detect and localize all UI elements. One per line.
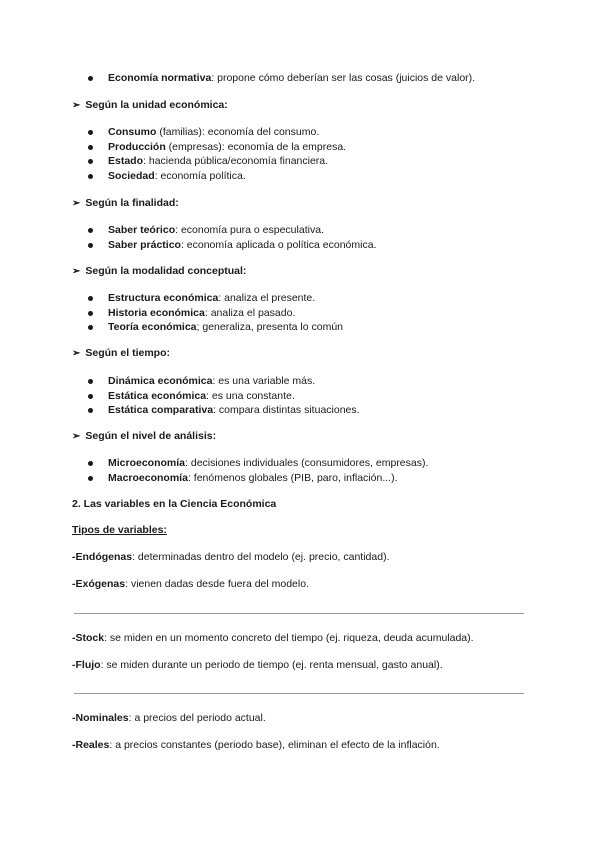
- tiempo-list: [88, 374, 360, 418]
- list-item: Estática económica: es una constante.: [88, 389, 360, 404]
- heading-modalidad: ➢ Según la modalidad conceptual:: [72, 265, 247, 277]
- list-item: Estructura económica: analiza el presente.: [88, 291, 343, 306]
- bullet-icon: [88, 145, 93, 150]
- stock-line: -Stock: se miden en un momento concreto del tiempo (ej. riqueza, deuda acumulada).: [72, 632, 474, 644]
- reales-line: -Reales: a precios constantes (periodo base), eliminan el efecto de la inflación.: [72, 739, 440, 751]
- list-item: Saber teórico: economía pura o especulativa.: [88, 223, 377, 238]
- list-item: Economía normativa: propone cómo deberían ser las cosas (juicios de valor).: [88, 71, 475, 86]
- heading-nivel: ➢ Según el nivel de análisis:: [72, 430, 217, 442]
- list-item: Estática comparativa: compara distintas situaciones.: [88, 403, 360, 418]
- bullet-icon: [88, 408, 93, 413]
- bullet-icon: [88, 461, 93, 466]
- nivel-list: [88, 456, 428, 485]
- bullet-icon: [88, 296, 93, 301]
- list-item: Microeconomía: decisiones individuales (consumidores, empresas).: [88, 456, 428, 471]
- arrow-icon: ➢: [72, 431, 81, 442]
- bullet-icon: [88, 76, 93, 81]
- unidad-list: [88, 125, 346, 183]
- list-item: Consumo (familias): economía del consumo.: [88, 125, 346, 140]
- list-item: Teoría económica; generaliza, presenta lo común: [88, 320, 343, 335]
- bullet-icon: [88, 243, 93, 248]
- list-item: Sociedad: economía política.: [88, 169, 346, 184]
- bullet-icon: [88, 476, 93, 481]
- heading-unidad: ➢ Según la unidad económica:: [72, 99, 228, 111]
- types-title: Tipos de variables:: [72, 524, 167, 536]
- bullet-icon: [88, 394, 93, 399]
- divider: [74, 613, 524, 614]
- flujo-line: -Flujo: se miden durante un periodo de tiempo (ej. renta mensual, gasto anual).: [72, 659, 443, 671]
- endogenas-line: -Endógenas: determinadas dentro del modelo (ej. precio, cantidad).: [72, 551, 390, 563]
- arrow-icon: ➢: [72, 348, 81, 359]
- finalidad-list: [88, 223, 377, 252]
- arrow-icon: ➢: [72, 266, 81, 277]
- list-item: Historia económica: analiza el pasado.: [88, 306, 343, 321]
- list-item: Saber práctico: economía aplicada o política económica.: [88, 238, 377, 253]
- bullet-icon: [88, 228, 93, 233]
- list-item: Producción (empresas): economía de la empresa.: [88, 140, 346, 155]
- arrow-icon: ➢: [72, 100, 81, 111]
- bullet-icon: [88, 311, 93, 316]
- heading-finalidad: ➢ Según la finalidad:: [72, 197, 179, 209]
- list-item: Estado: hacienda pública/economía financiera.: [88, 154, 346, 169]
- intro-list: [88, 71, 475, 86]
- list-item: Macroeconomía: fenómenos globales (PIB, paro, inflación...).: [88, 471, 428, 486]
- exogenas-line: -Exógenas: vienen dadas desde fuera del modelo.: [72, 578, 309, 590]
- heading-tiempo: ➢ Según el tiempo:: [72, 347, 170, 359]
- modalidad-list: [88, 291, 343, 335]
- nominales-line: -Nominales: a precios del periodo actual.: [72, 712, 266, 724]
- section-title: 2. Las variables en la Ciencia Económica: [72, 498, 277, 510]
- arrow-icon: ➢: [72, 198, 81, 209]
- divider: [74, 693, 524, 694]
- bullet-icon: [88, 325, 93, 330]
- list-item: Dinámica económica: es una variable más.: [88, 374, 360, 389]
- bullet-icon: [88, 159, 93, 164]
- bullet-icon: [88, 130, 93, 135]
- bullet-icon: [88, 379, 93, 384]
- bullet-icon: [88, 174, 93, 179]
